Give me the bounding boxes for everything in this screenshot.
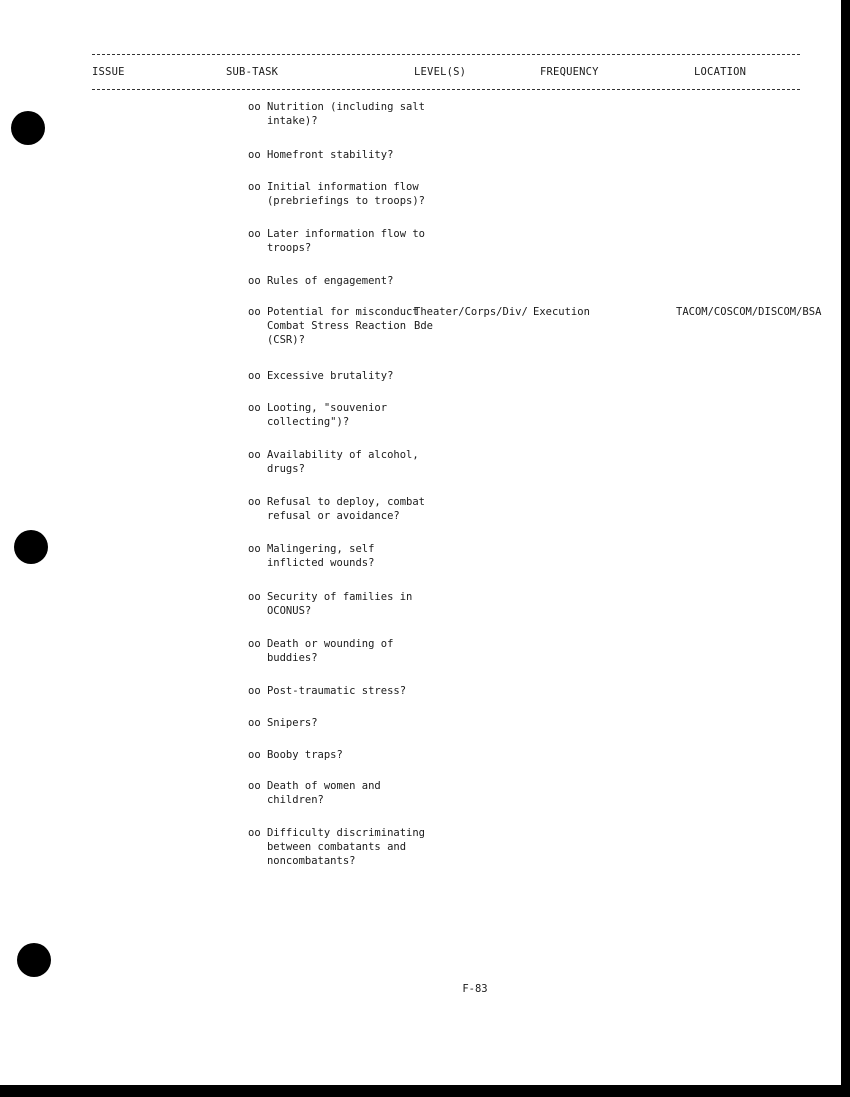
sub-task-item: oo Difficulty discriminating between combatants and noncombatants? bbox=[248, 827, 426, 867]
page-number: F-83 bbox=[462, 983, 488, 995]
scan-edge-right bbox=[841, 0, 850, 1097]
sub-task-item: oo Booby traps? bbox=[248, 749, 343, 761]
sub-task-item: oo Refusal to deploy, combat refusal or avoidance? bbox=[248, 496, 426, 522]
column-header-issue: ISSUE bbox=[92, 66, 125, 78]
punch-hole-top bbox=[11, 111, 45, 145]
header-rule-top bbox=[92, 54, 800, 55]
scan-edge-bottom bbox=[0, 1085, 850, 1097]
sub-task-item: oo Availability of alcohol, drugs? bbox=[248, 449, 419, 475]
sub-task-item: oo Potential for misconduct Combat Stress Reaction (CSR)? bbox=[248, 306, 419, 346]
sub-task-item: oo Excessive brutality? bbox=[248, 370, 394, 382]
sub-task-item: oo Death of women and children? bbox=[248, 780, 381, 806]
sub-task-item: oo Homefront stability? bbox=[248, 149, 394, 161]
sub-task-item: oo Looting, "souvenior collecting")? bbox=[248, 402, 388, 428]
sub-task-item: oo Security of families in OCONUS? bbox=[248, 591, 413, 617]
column-header-sub-task: SUB-TASK bbox=[226, 66, 279, 78]
misconduct-location: TACOM/COSCOM/DISCOM/BSA bbox=[676, 306, 822, 318]
misconduct-frequency: Execution bbox=[533, 306, 590, 318]
sub-task-item: oo Nutrition (including salt intake)? bbox=[248, 101, 426, 127]
header-rule-bottom bbox=[92, 89, 800, 90]
sub-task-item: oo Post-traumatic stress? bbox=[248, 685, 407, 697]
punch-hole-bottom bbox=[17, 943, 51, 977]
column-header-levels: LEVEL(S) bbox=[414, 66, 467, 78]
column-header-location: LOCATION bbox=[694, 66, 747, 78]
column-header-frequency: FREQUENCY bbox=[540, 66, 599, 78]
sub-task-item: oo Rules of engagement? bbox=[248, 275, 394, 287]
sub-task-item: oo Later information flow to troops? bbox=[248, 228, 426, 254]
misconduct-levels: Theater/Corps/Div/ Bde bbox=[414, 306, 528, 332]
sub-task-item: oo Malingering, self inflicted wounds? bbox=[248, 543, 375, 569]
sub-task-item: oo Initial information flow (prebriefings to troops)? bbox=[248, 181, 426, 207]
sub-task-item: oo Snipers? bbox=[248, 717, 318, 729]
sub-task-item: oo Death or wounding of buddies? bbox=[248, 638, 394, 664]
punch-hole-middle bbox=[14, 530, 48, 564]
